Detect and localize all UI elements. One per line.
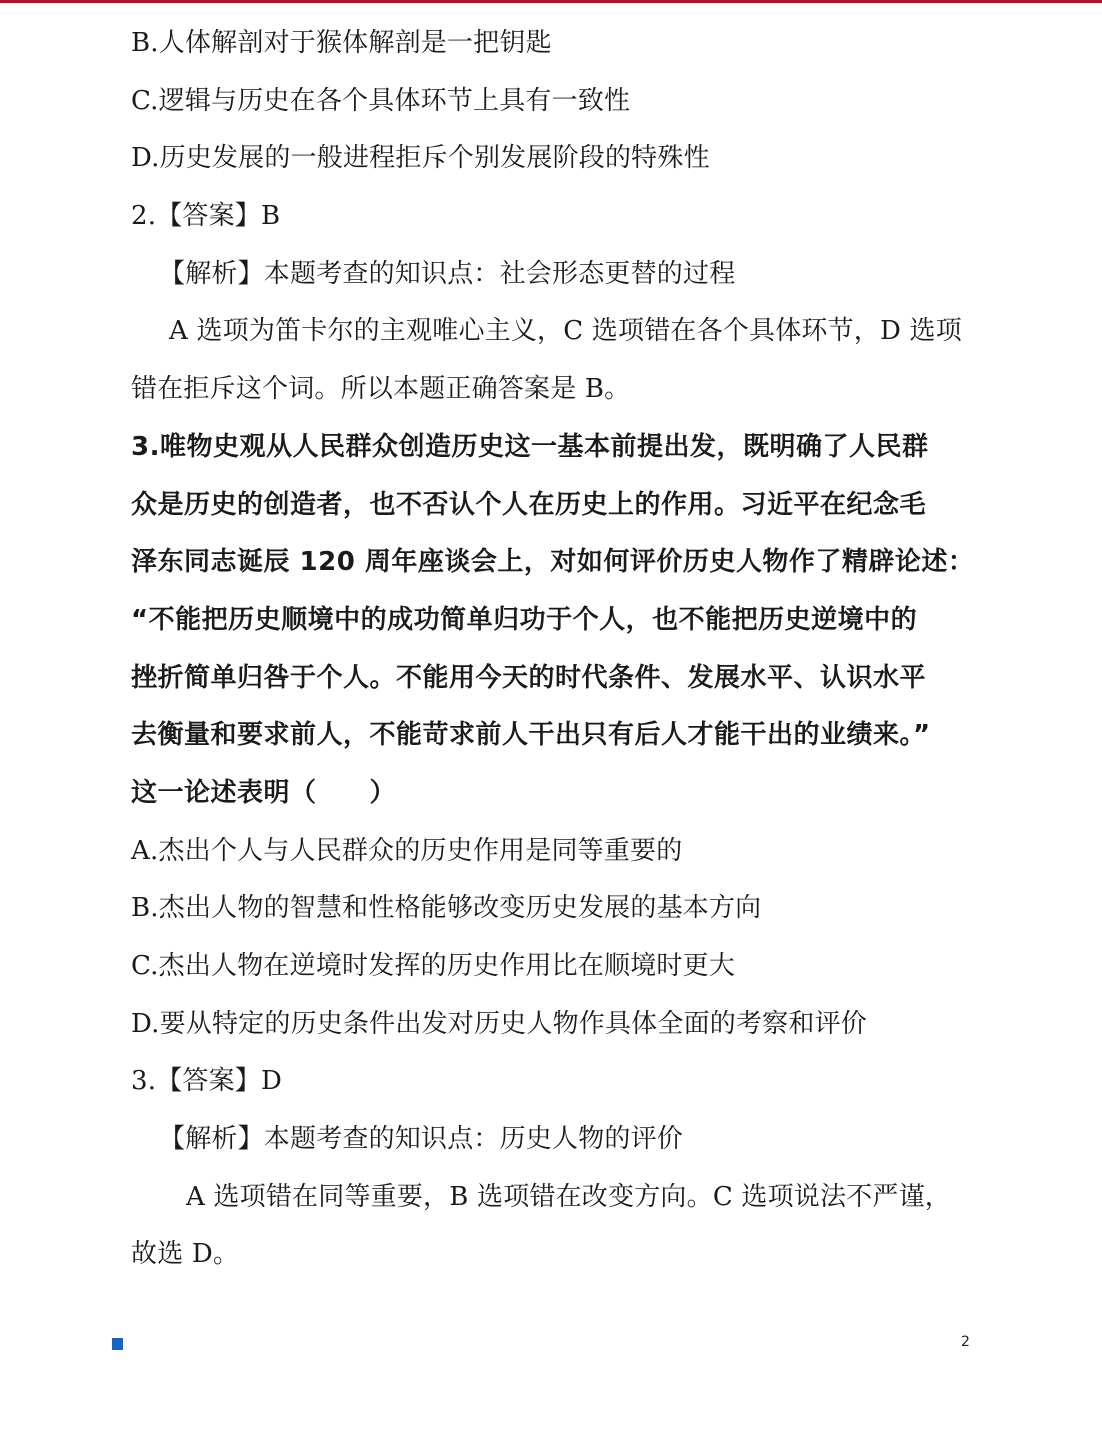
q3-analysis-line: A 选项错在同等重要，B 选项错在改变方向。C 选项说法不严谨， [186, 1181, 951, 1212]
q2-analysis-title: 【解析】本题考查的知识点：社会形态更替的过程 [159, 258, 736, 289]
q2-answer: 2.【答案】B [131, 201, 281, 232]
q3-stem-line: 这一论述表明（ ） [131, 777, 397, 808]
document-page [131, 15, 975, 1284]
q3-stem-line: “不能把历史顺境中的成功简单归功于个人，也不能把历史逆境中的 [131, 604, 918, 635]
q3-option-d: D.要从特定的历史条件出发对历史人物作具体全面的考察和评价 [131, 1008, 867, 1039]
q2-option-d: D.历史发展的一般进程拒斥个别发展阶段的特殊性 [131, 143, 710, 174]
q3-option-c: C.杰出人物在逆境时发挥的历史作用比在顺境时更大 [131, 951, 736, 981]
q3-answer: 3.【答案】D [131, 1066, 283, 1097]
q3-analysis-line: 故选 D。 [131, 1239, 240, 1270]
q2-analysis-line: 错在拒斥这个词。所以本题正确答案是 B。 [131, 374, 631, 405]
q2-option-b: B.人体解剖对于猴体解剖是一把钥匙 [131, 28, 552, 58]
page-number: 2 [961, 1334, 970, 1350]
q3-option-b: B.杰出人物的智慧和性格能够改变历史发展的基本方向 [131, 893, 762, 924]
footer-square-icon [112, 1338, 123, 1350]
q3-option-a: A.杰出个人与人民群众的历史作用是同等重要的 [131, 835, 683, 866]
q3-stem-line: 众是历史的创造者，也不否认个人在历史上的作用。习近平在纪念毛 [131, 489, 927, 520]
q2-analysis-line: A 选项为笛卡尔的主观唯心主义，C 选项错在各个具体环节，D 选项 [169, 316, 962, 347]
q3-stem-line: 挫折简单归咎于个人。不能用今天的时代条件、发展水平、认识水平 [131, 662, 927, 693]
header-rule [0, 0, 1102, 3]
q3-analysis-title: 【解析】本题考查的知识点：历史人物的评价 [159, 1124, 684, 1155]
q3-stem-line: 3.唯物史观从人民群众创造历史这一基本前提出发，既明确了人民群 [131, 431, 929, 462]
q3-stem-line: 去衡量和要求前人，不能苛求前人干出只有后人才能干出的业绩来。” [131, 720, 931, 751]
q2-option-c: C.逻辑与历史在各个具体环节上具有一致性 [131, 85, 631, 116]
q3-stem-line: 泽东同志诞辰 120 周年座谈会上，对如何评价历史人物作了精辟论述： [131, 547, 975, 578]
